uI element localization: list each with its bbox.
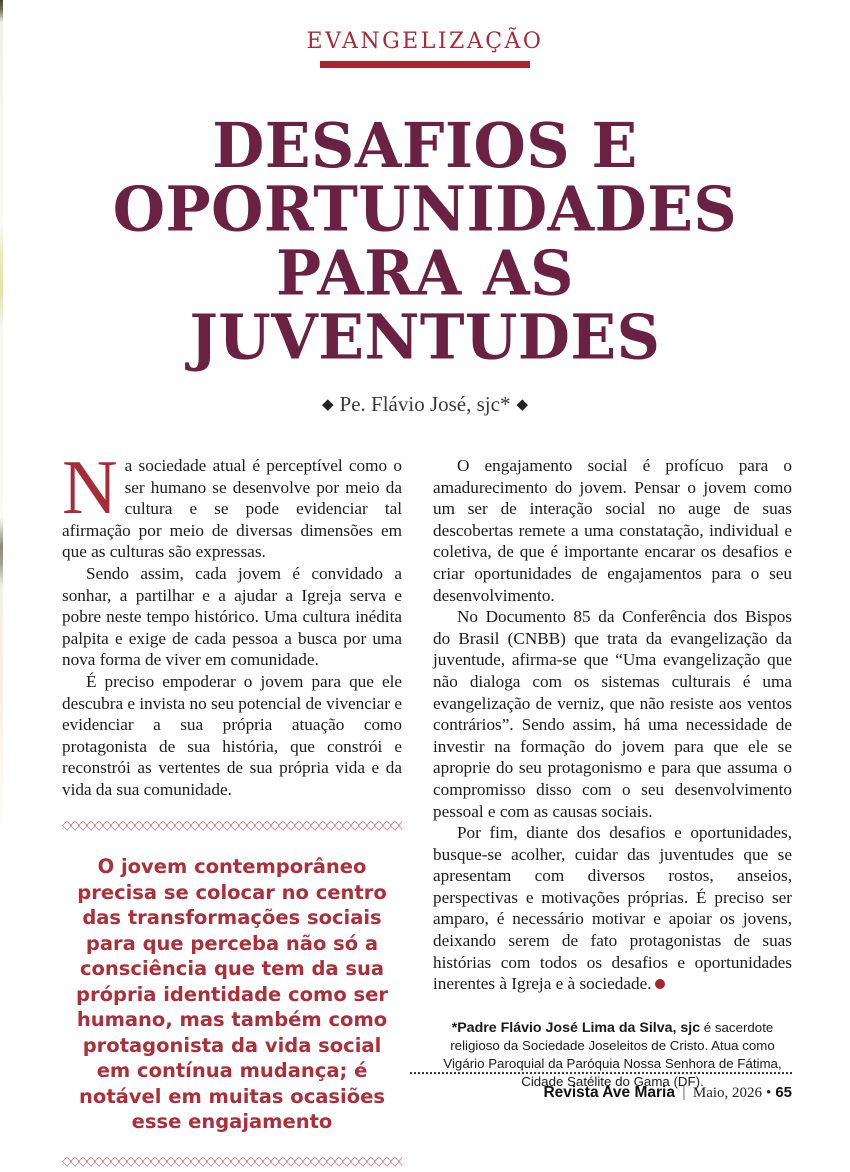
section-header [0,0,850,68]
footer-bullet: • [762,1085,775,1101]
paragraph: Sendo assim, cada jovem é convidado a sonhar, a partilhar e a ajudar a Igreja serva e pobre neste tempo histórico. Uma cultura inédita palpita e exige de cada pessoa a busca por uma nova forma de viver em comunidade. [62,563,402,671]
diamond-icon: ◆ [510,397,534,413]
diamond-border-top [62,815,402,837]
section-kicker: EVANGELIZAÇÃO [307,29,544,54]
left-column [62,455,402,1172]
article-body [62,455,792,1172]
byline-author: Pe. Flávio José, sjc* [340,392,511,416]
article-title [0,114,850,369]
footnote-author-name: *Padre Flávio José Lima da Silva, sjc [452,1020,700,1036]
issue-date: Maio, 2026 [693,1085,762,1101]
paragraph [433,822,792,995]
paragraph: É preciso empoderar o jovem para que ele descubra e invista no seu potencial de vivenciar e evidenciar a sua própria atuação como protagonista de sua história, que constrói e reconstrói as vertentes de sua própria vida e da vida da sua comunidade. [62,671,402,801]
diamond-border-bottom [62,1151,402,1172]
pull-quote [62,815,402,1172]
article-end-dot-icon [655,979,665,989]
title-line-2: OPORTUNIDADES [0,178,850,242]
title-line-1: DESAFIOS E [0,114,850,178]
byline [0,392,850,417]
pull-quote-text: O jovem contemporâneo precisa se colocar no centro das transformações sociais para que perceba não só a consciência que tem da sua própria identidade como ser humano, mas também como protagonista da vida social em contínua mudança; é notável em muitas ocasiões esse engajamento [67,854,397,1135]
paragraph: O engajamento social é profícuo para o amadurecimento do jovem. Pensar o jovem como um ser de interação social no auge de suas descobertas remete a uma constatação, individual e coletiva, de que é importante encarar os desafios e criar oportunidades de engajamentos para o seu desenvolvimento. [433,455,792,606]
page-footer [410,1072,792,1102]
kicker-underline-bar [320,61,530,68]
page-number: 65 [775,1084,792,1101]
drop-cap: N [62,455,125,517]
right-column [433,455,792,1172]
footer-separator: | [675,1084,693,1101]
paragraph-text: a sociedade atual é perceptível como o ser humano se desenvolve por meio da cultura e se pode evidenciar tal afirmação por meio de diversas dimensões em que as culturas são expressas. [62,456,402,561]
paragraph-text: Por fim, diante dos desafios e oportunidades, busque-se acolher, cuidar das juventudes que se apresentam com diversos rostos, anseios, perspectivas e motivações próprias. É preciso ser amparo, é necessário motivar e apoiar os jovens, deixando serem de fato protagonistas de suas histórias com todos os desafios e oportunidades inerentes à Igreja e à sociedade. [433,823,792,993]
paragraph [62,455,402,563]
title-line-3: PARA AS [0,242,850,306]
title-line-4: JUVENTUDES [0,306,850,370]
footnote-text: é sacerdote religioso da Sociedade Joseleitos de Cristo. Atua como Vigário Paroquial da Paróquia Nossa Senhora de Fátima, Cidade Satélite do Gama (DF). [443,1020,781,1089]
magazine-name: Revista Ave Maria [543,1084,675,1101]
paragraph: No Documento 85 da Conferência dos Bispos do Brasil (CNBB) que trata da evangelização da juventude, afirma-se que “Uma evangelização que não dialoga com os sistemas culturais é uma evangelização de verniz, que não resiste aos ventos contrários”. Sendo assim, há uma necessidade de investir na formação do jovem para que ele se aproprie do seu protagonismo e para que assuma o compromisso disso com o seu desenvolvimento pessoal e com as causas sociais. [433,606,792,822]
diamond-icon: ◆ [316,397,340,413]
